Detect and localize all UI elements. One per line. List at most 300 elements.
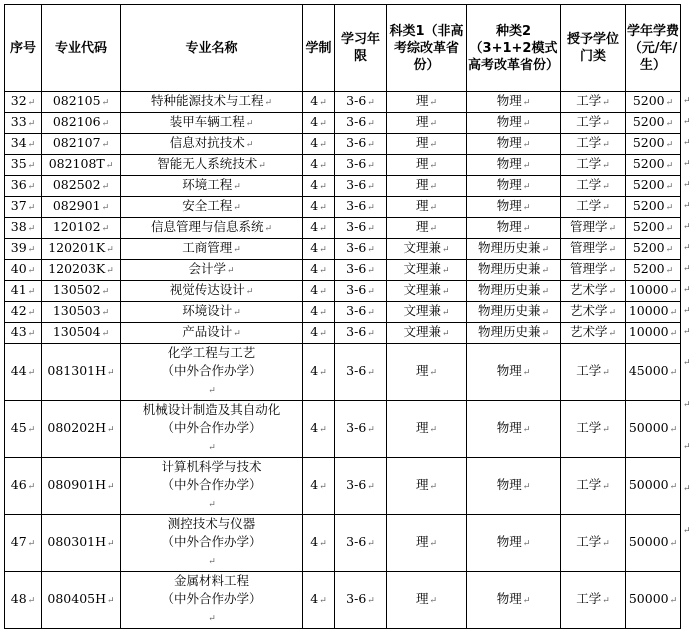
- paragraph-mark-icon: ↵: [233, 245, 241, 255]
- cell-text: 4: [310, 135, 319, 150]
- cell-text: 082105: [52, 93, 101, 108]
- cell-cat1: [387, 155, 467, 176]
- paragraph-mark-icon: ↵: [101, 224, 110, 234]
- cell-text: 50000: [628, 591, 669, 606]
- cell-xuezhi: [303, 323, 335, 344]
- cell-xuezhi: [303, 92, 335, 113]
- cell-seq: [5, 218, 42, 239]
- cell-years: [335, 113, 387, 134]
- cell-text: 3-6: [346, 477, 367, 492]
- cell-text: 45: [10, 420, 27, 435]
- paragraph-mark-icon: ↵: [319, 245, 327, 255]
- paragraph-mark-icon: ↵: [602, 425, 610, 435]
- cell-text: 082107: [52, 135, 101, 150]
- cell-text: 5200: [632, 93, 665, 108]
- cell-text: 工学: [576, 198, 602, 213]
- paragraph-mark-icon: ↵: [208, 557, 216, 567]
- cell-text: 物理历史兼: [477, 240, 541, 255]
- paragraph-mark-icon: ↵: [441, 308, 450, 318]
- cell-text: 理: [415, 219, 429, 234]
- paragraph-mark-icon: ↵: [319, 425, 327, 435]
- cell-text: 082108T: [48, 156, 105, 171]
- paragraph-mark-icon: ↵: [602, 203, 610, 213]
- cell-degree: [561, 155, 626, 176]
- cell-fee: [626, 572, 681, 629]
- cell-text: 3-6: [346, 135, 367, 150]
- paragraph-mark-icon: ↵: [233, 203, 241, 213]
- cell-text: 工学: [576, 114, 602, 129]
- cell-text: 物理: [496, 135, 522, 150]
- cell-text: 4: [310, 420, 319, 435]
- paragraph-mark-icon: ↵: [106, 245, 114, 255]
- paragraph-mark-icon: ↵: [319, 329, 327, 339]
- cell-degree: [561, 401, 626, 458]
- cell-cat1: [387, 176, 467, 197]
- cell-degree: [561, 92, 626, 113]
- cell-text: 40: [10, 261, 27, 276]
- cell-text: 理: [415, 420, 429, 435]
- paragraph-mark-icon: ↵: [101, 308, 110, 318]
- cell-text: 130503: [52, 303, 101, 318]
- cell-cat2: [467, 176, 561, 197]
- cell-text: 50000: [628, 534, 669, 549]
- cell-text: 38: [10, 219, 27, 234]
- cell-years: [335, 218, 387, 239]
- table-row: [5, 458, 681, 515]
- cell-years: [335, 197, 387, 218]
- paragraph-mark-icon: ↵: [208, 614, 216, 624]
- cell-text: 装甲车辆工程: [169, 114, 245, 129]
- paragraph-mark-icon: ↵: [665, 224, 674, 234]
- cell-seq: [5, 344, 42, 401]
- cell-text: 4: [310, 282, 319, 297]
- cell-text: 10000: [628, 282, 669, 297]
- cell-text: 物理: [496, 93, 522, 108]
- cell-text: 5200: [632, 261, 665, 276]
- cell-degree: [561, 302, 626, 323]
- paragraph-mark-icon: ↵: [258, 161, 266, 171]
- paragraph-mark-icon: ↵: [367, 308, 375, 318]
- table-row: [5, 176, 681, 197]
- row-end-mark-icon: ↵: [683, 442, 691, 452]
- cell-text: 3-6: [346, 198, 367, 213]
- cell-text: 物理: [496, 534, 522, 549]
- cell-text: 50000: [628, 420, 669, 435]
- cell-text: 理: [415, 93, 429, 108]
- cell-text: 081301H: [47, 363, 107, 378]
- cell-seq: [5, 260, 42, 281]
- paragraph-mark-icon: ↵: [429, 182, 438, 192]
- cell-seq: [5, 92, 42, 113]
- header-seq: 序号: [5, 5, 42, 92]
- cell-text: 4: [310, 303, 319, 318]
- paragraph-mark-icon: ↵: [541, 308, 550, 318]
- table-row: [5, 218, 681, 239]
- row-end-mark-icon: ↵: [683, 358, 691, 368]
- cell-code: [42, 239, 121, 260]
- cell-text: 48: [10, 591, 27, 606]
- paragraph-mark-icon: ↵: [608, 329, 617, 339]
- cell-text: 物理: [496, 156, 522, 171]
- cell-fee: [626, 281, 681, 302]
- cell-cat1: [387, 134, 467, 155]
- cell-text: 4: [310, 198, 319, 213]
- cell-text: 33: [10, 114, 27, 129]
- cell-degree: [561, 218, 626, 239]
- cell-degree: [561, 197, 626, 218]
- cell-text: 物理: [496, 363, 522, 378]
- paragraph-mark-icon: ↵: [429, 140, 438, 150]
- paragraph-mark-icon: ↵: [669, 596, 678, 606]
- cell-text: 3-6: [346, 114, 367, 129]
- paragraph-mark-icon: ↵: [27, 245, 36, 255]
- cell-text: 物理: [496, 420, 522, 435]
- cell-cat1: [387, 515, 467, 572]
- paragraph-mark-icon: ↵: [429, 368, 438, 378]
- paragraph-mark-icon: ↵: [367, 119, 375, 129]
- paragraph-mark-icon: ↵: [27, 287, 36, 297]
- cell-text: 3-6: [346, 324, 367, 339]
- paragraph-mark-icon: ↵: [522, 425, 531, 435]
- cell-text: 理: [415, 177, 429, 192]
- cell-text: 3-6: [346, 261, 367, 276]
- paragraph-mark-icon: ↵: [602, 539, 610, 549]
- cell-text: 41: [10, 282, 27, 297]
- cell-xuezhi: [303, 260, 335, 281]
- table-row: [5, 323, 681, 344]
- cell-text: 管理学: [569, 261, 608, 276]
- paragraph-mark-icon: ↵: [608, 287, 617, 297]
- cell-text: 47: [10, 534, 27, 549]
- cell-text: 3-6: [346, 177, 367, 192]
- cell-text: 管理学: [569, 240, 608, 255]
- cell-cat2: [467, 239, 561, 260]
- header-degree: 授予学位门类: [561, 5, 626, 92]
- major-name-line1: 金属材料工程: [173, 573, 249, 588]
- cell-code: [42, 113, 121, 134]
- cell-years: [335, 134, 387, 155]
- cell-years: [335, 344, 387, 401]
- cell-cat2: [467, 323, 561, 344]
- cell-years: [335, 572, 387, 629]
- paragraph-mark-icon: ↵: [522, 368, 531, 378]
- cell-text: 3-6: [346, 240, 367, 255]
- cell-text: 080405H: [47, 591, 107, 606]
- major-name-line1: 计算机科学与技术: [161, 459, 262, 474]
- paragraph-mark-icon: ↵: [367, 266, 375, 276]
- paragraph-mark-icon: ↵: [367, 98, 375, 108]
- cell-text: 产品设计: [182, 324, 233, 339]
- header-row: [5, 5, 681, 92]
- cell-text: 4: [310, 261, 319, 276]
- cell-name: [121, 113, 303, 134]
- cell-cat2: [467, 92, 561, 113]
- paragraph-mark-icon: ↵: [522, 596, 531, 606]
- cell-xuezhi: [303, 197, 335, 218]
- cell-code: [42, 515, 121, 572]
- cell-text: 120201K: [48, 240, 106, 255]
- paragraph-mark-icon: ↵: [602, 119, 610, 129]
- paragraph-mark-icon: ↵: [226, 266, 235, 276]
- cell-name: [121, 281, 303, 302]
- paragraph-mark-icon: ↵: [602, 140, 610, 150]
- cell-text: 物理历史兼: [477, 303, 541, 318]
- cell-text: 4: [310, 324, 319, 339]
- paragraph-mark-icon: ↵: [541, 329, 550, 339]
- cell-text: 管理学: [569, 219, 608, 234]
- paragraph-mark-icon: ↵: [27, 182, 36, 192]
- cell-xuezhi: [303, 176, 335, 197]
- cell-xuezhi: [303, 218, 335, 239]
- cell-xuezhi: [303, 239, 335, 260]
- paragraph-mark-icon: ↵: [107, 368, 115, 378]
- paragraph-mark-icon: ↵: [319, 203, 327, 213]
- cell-text: 39: [10, 240, 27, 255]
- cell-seq: [5, 176, 42, 197]
- cell-seq: [5, 302, 42, 323]
- cell-name: [121, 260, 303, 281]
- cell-text: 34: [10, 135, 27, 150]
- paragraph-mark-icon: ↵: [522, 482, 531, 492]
- cell-code: [42, 176, 121, 197]
- paragraph-mark-icon: ↵: [245, 140, 254, 150]
- paragraph-mark-icon: ↵: [602, 161, 610, 171]
- cell-cat1: [387, 458, 467, 515]
- paragraph-mark-icon: ↵: [429, 596, 438, 606]
- paragraph-mark-icon: ↵: [367, 329, 375, 339]
- cell-text: 5200: [632, 198, 665, 213]
- paragraph-mark-icon: ↵: [669, 287, 678, 297]
- paragraph-mark-icon: ↵: [319, 482, 327, 492]
- cell-text: 环境工程: [182, 177, 233, 192]
- cell-text: 4: [310, 363, 319, 378]
- cell-cat2: [467, 302, 561, 323]
- cell-cat2: [467, 197, 561, 218]
- cell-degree: [561, 134, 626, 155]
- paragraph-mark-icon: ↵: [27, 482, 36, 492]
- paragraph-mark-icon: ↵: [367, 368, 375, 378]
- paragraph-mark-icon: ↵: [101, 98, 110, 108]
- cell-text: 文理兼: [403, 324, 441, 339]
- cell-text: 工商管理: [182, 240, 233, 255]
- paragraph-mark-icon: ↵: [441, 329, 450, 339]
- cell-xuezhi: [303, 515, 335, 572]
- paragraph-mark-icon: ↵: [429, 482, 438, 492]
- paragraph-mark-icon: ↵: [101, 140, 110, 150]
- cell-seq: [5, 113, 42, 134]
- cell-text: 5200: [632, 114, 665, 129]
- cell-text: 50000: [628, 477, 669, 492]
- paragraph-mark-icon: ↵: [27, 329, 36, 339]
- row-end-marks: [681, 4, 691, 559]
- paragraph-mark-icon: ↵: [522, 539, 531, 549]
- cell-cat1: [387, 197, 467, 218]
- cell-xuezhi: [303, 281, 335, 302]
- paragraph-mark-icon: ↵: [319, 308, 327, 318]
- cell-name: [121, 515, 303, 572]
- cell-degree: [561, 260, 626, 281]
- paragraph-mark-icon: ↵: [522, 203, 531, 213]
- cell-text: 120203K: [48, 261, 106, 276]
- paragraph-mark-icon: ↵: [367, 245, 375, 255]
- cell-code: [42, 281, 121, 302]
- cell-text: 5200: [632, 240, 665, 255]
- paragraph-mark-icon: ↵: [319, 224, 327, 234]
- cell-text: 10000: [628, 303, 669, 318]
- paragraph-mark-icon: ↵: [608, 308, 617, 318]
- paragraph-mark-icon: ↵: [319, 119, 327, 129]
- cell-cat1: [387, 218, 467, 239]
- paragraph-mark-icon: ↵: [522, 224, 531, 234]
- paragraph-mark-icon: ↵: [106, 266, 114, 276]
- paragraph-mark-icon: ↵: [541, 287, 550, 297]
- cell-text: 视觉传达设计: [169, 282, 245, 297]
- cell-text: 工学: [576, 591, 602, 606]
- paragraph-mark-icon: ↵: [541, 245, 550, 255]
- cell-text: 4: [310, 156, 319, 171]
- cell-years: [335, 458, 387, 515]
- table-row: [5, 113, 681, 134]
- cell-years: [335, 323, 387, 344]
- cell-years: [335, 515, 387, 572]
- cell-text: 46: [10, 477, 27, 492]
- cell-text: 工学: [576, 156, 602, 171]
- paragraph-mark-icon: ↵: [319, 539, 327, 549]
- cell-name: [121, 176, 303, 197]
- row-end-mark-icon: ↵: [683, 484, 691, 494]
- cell-text: 理: [415, 114, 429, 129]
- cell-degree: [561, 323, 626, 344]
- cell-xuezhi: [303, 302, 335, 323]
- paragraph-mark-icon: ↵: [669, 425, 678, 435]
- cell-xuezhi: [303, 344, 335, 401]
- paragraph-mark-icon: ↵: [665, 203, 674, 213]
- table-row: [5, 197, 681, 218]
- paragraph-mark-icon: ↵: [429, 539, 438, 549]
- paragraph-mark-icon: ↵: [669, 539, 678, 549]
- cell-text: 10000: [628, 324, 669, 339]
- paragraph-mark-icon: ↵: [319, 161, 327, 171]
- cell-text: 120102: [52, 219, 101, 234]
- paragraph-mark-icon: ↵: [27, 224, 36, 234]
- paragraph-mark-icon: ↵: [669, 308, 678, 318]
- row-end-mark-icon: ↵: [683, 305, 691, 316]
- cell-code: [42, 260, 121, 281]
- paragraph-mark-icon: ↵: [208, 386, 216, 396]
- cell-seq: [5, 458, 42, 515]
- paragraph-mark-icon: ↵: [367, 161, 375, 171]
- cell-fee: [626, 344, 681, 401]
- paragraph-mark-icon: ↵: [367, 482, 375, 492]
- cell-name: [121, 344, 303, 401]
- cell-fee: [626, 155, 681, 176]
- paragraph-mark-icon: ↵: [101, 182, 110, 192]
- cell-code: [42, 572, 121, 629]
- paragraph-mark-icon: ↵: [245, 287, 254, 297]
- paragraph-mark-icon: ↵: [27, 119, 36, 129]
- paragraph-mark-icon: ↵: [602, 182, 610, 192]
- paragraph-mark-icon: ↵: [602, 98, 610, 108]
- header-years: 学习年限: [335, 5, 387, 92]
- cell-text: 3-6: [346, 219, 367, 234]
- cell-text: 130504: [52, 324, 101, 339]
- cell-years: [335, 176, 387, 197]
- paragraph-mark-icon: ↵: [27, 308, 36, 318]
- row-end-mark-icon: ↵: [683, 116, 691, 127]
- paragraph-mark-icon: ↵: [367, 203, 375, 213]
- paragraph-mark-icon: ↵: [319, 368, 327, 378]
- cell-code: [42, 134, 121, 155]
- paragraph-mark-icon: ↵: [264, 98, 273, 108]
- cell-code: [42, 323, 121, 344]
- header-fee: 学年学费（元/年/生）: [626, 5, 681, 92]
- cell-text: 42: [10, 303, 27, 318]
- table-row: [5, 92, 681, 113]
- table-row: [5, 239, 681, 260]
- cell-name: [121, 134, 303, 155]
- cell-seq: [5, 134, 42, 155]
- cell-text: 082502: [52, 177, 101, 192]
- row-end-mark-icon: ↵: [683, 200, 691, 211]
- cell-fee: [626, 218, 681, 239]
- cell-fee: [626, 92, 681, 113]
- cell-cat1: [387, 572, 467, 629]
- major-name-line2: （中外合作办学）: [161, 534, 262, 549]
- major-name-line1: 机械设计制造及其自动化: [142, 402, 281, 417]
- major-name-line2: （中外合作办学）: [161, 363, 262, 378]
- cell-cat1: [387, 323, 467, 344]
- table-row: [5, 281, 681, 302]
- cell-code: [42, 155, 121, 176]
- cell-text: 理: [415, 156, 429, 171]
- cell-cat2: [467, 134, 561, 155]
- cell-text: 080202H: [47, 420, 107, 435]
- cell-text: 物理: [496, 219, 522, 234]
- cell-fee: [626, 176, 681, 197]
- cell-text: 3-6: [346, 156, 367, 171]
- cell-cat2: [467, 260, 561, 281]
- paragraph-mark-icon: ↵: [27, 596, 36, 606]
- cell-text: 5200: [632, 219, 665, 234]
- cell-cat2: [467, 218, 561, 239]
- cell-code: [42, 218, 121, 239]
- row-end-mark-icon: ↵: [683, 400, 691, 410]
- table-row: [5, 344, 681, 401]
- cell-text: 智能无人系统技术: [157, 156, 258, 171]
- cell-text: 36: [10, 177, 27, 192]
- paragraph-mark-icon: ↵: [101, 119, 110, 129]
- paragraph-mark-icon: ↵: [208, 443, 216, 453]
- paragraph-mark-icon: ↵: [665, 182, 674, 192]
- major-fee-table: [4, 4, 681, 629]
- row-end-mark-icon: ↵: [683, 221, 691, 232]
- cell-years: [335, 260, 387, 281]
- cell-fee: [626, 260, 681, 281]
- cell-fee: [626, 302, 681, 323]
- cell-fee: [626, 401, 681, 458]
- header-cat1: 科类1（非高考综改革省份）: [387, 5, 467, 92]
- paragraph-mark-icon: ↵: [522, 119, 531, 129]
- cell-name: [121, 197, 303, 218]
- paragraph-mark-icon: ↵: [602, 368, 610, 378]
- paragraph-mark-icon: ↵: [522, 182, 531, 192]
- paragraph-mark-icon: ↵: [101, 203, 110, 213]
- cell-text: 理: [415, 534, 429, 549]
- paragraph-mark-icon: ↵: [319, 596, 327, 606]
- paragraph-mark-icon: ↵: [245, 119, 254, 129]
- cell-degree: [561, 515, 626, 572]
- cell-text: 物理: [496, 114, 522, 129]
